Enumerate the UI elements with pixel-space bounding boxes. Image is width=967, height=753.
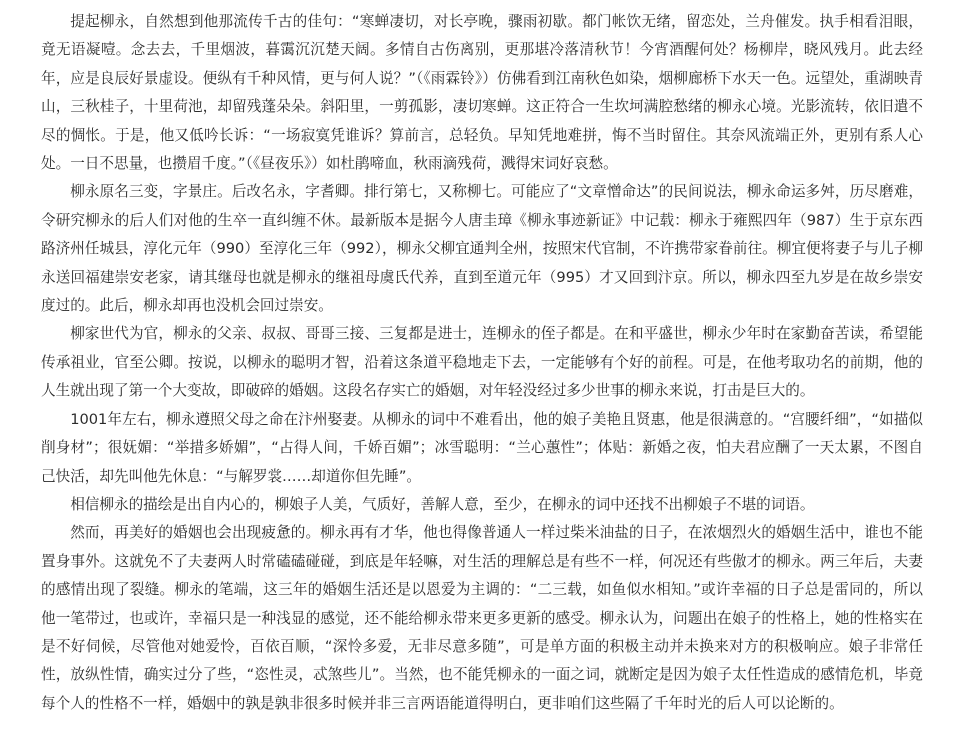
paragraph-family: 柳家世代为官，柳永的父亲、叔叔、哥哥三接、三复都是进士，连柳永的侄子都是。在和平盛世，柳永少年时在家勤奋苦读，希望能传承祖业，官至公卿。按说，以柳永的聪明才智，沿着这条道平稳地走下去，一定能够有个好的前程。可是，在他考取功名的前期，他的人生就出现了第一个大变故，即破碎的婚姻。这段名存实亡的婚姻，对年轻没经过多少世事的柳永来说，打击是巨大的。 xyxy=(41,325,923,400)
article-body xyxy=(41,8,923,718)
paragraph-intro-poems: 提起柳永，自然想到他那流传千古的佳句：“寒蝉凄切，对长亭晚，骤雨初歇。都门帐饮无绪，留恋处，兰舟催发。执手相看泪眼，竟无语凝噎。念去去，千里烟波，暮霭沉沉楚天阔。多情自古伤离别，更那堪冷落清秋节！今宵酒醒何处？杨柳岸，晓风残月。此去经年，应是良辰好景虚设。便纵有千种风情，更与何人说？”（《雨霖铃》）仿佛看到江南秋色如染，烟柳廊桥下水天一色。远望处，重湖映青山，三秋桂子，十里荷池，却留残蓬朵朵。斜阳里，一剪孤影，凄切寒蝉。这正符合一生坎坷满腔愁绪的柳永心境。光影流转，依旧遣不尽的惆怅。于是，他又低吟长诉：“一场寂寞凭谁诉？算前言，总轻负。早知凭地难拼，悔不当时留住。其奈风流端正外，更别有系人心处。一日不思量，也攒眉千度。”（《昼夜乐》）如杜鹃啼血，秋雨滴残荷，溅得宋词好哀愁。 xyxy=(41,13,923,173)
paragraph-biography: 柳永原名三变，字景庄。后改名永，字耆卿。排行第七，又称柳七。可能应了“文章憎命达”的民间说法，柳永命运多舛，历尽磨难，令研究柳永的后人们对他的生卒一直纠缠不休。最新版本是据今人唐圭璋《柳永事迹新证》中记载：柳永于雍熙四年（987）生于京东西路济州任城县，淳化元年（990）至淳化三年（992），柳永父柳宜通判全州，按照宋代官制，不许携带家眷前往。柳宜便将妻子与儿子柳永送回福建崇安老家，请其继母也就是柳永的继祖母虞氏代养，直到至道元年（995）才又回到汴京。所以，柳永四至九岁是在故乡崇安度过的。此后，柳永却再也没机会回过崇安。 xyxy=(41,183,923,315)
paragraph-wife-description: 相信柳永的描绘是出自内心的，柳娘子人美，气质好，善解人意，至少，在柳永的词中还找不出柳娘子不堪的词语。 xyxy=(70,495,815,513)
paragraph-marriage: 1001年左右，柳永遵照父母之命在汴州娶妻。从柳永的词中不难看出，他的娘子美艳且贤惠，他是很满意的。“宫腰纤细”，“如描似削身材”；很妩媚：“举措多娇媚”，“占得人间，千娇百媚”；冰雪聪明：“兰心蕙性”；体贴：新婚之夜，怕夫君应酬了一天太累，不图自己快活，却先叫他先休息：“与解罗裳……却道你但先睡”。 xyxy=(41,410,923,485)
paragraph-marriage-crisis: 然而，再美好的婚姻也会出现疲惫的。柳永再有才华，他也得像普通人一样过柴米油盐的日子，在浓烟烈火的婚姻生活中，谁也不能置身事外。这就免不了夫妻两人时常磕磕碰碰，到底是年轻嘛，对生活的理解总是有些不一样，何况还有些傲才的柳永。两三年后，夫妻的感情出现了裂缝。柳永的笔端，这三年的婚姻生活还是以恩爱为主调的：“二三载，如鱼似水相知。”或许幸福的日子总是雷同的，所以他一笔带过，也或许，幸福只是一种浅显的感觉，还不能给柳永带来更多更新的感受。柳永认为，问题出在娘子的性格上，她的性格实在是不好伺候，尽管他对她爱怜，百依百顺，“深怜多爱，无非尽意多随”，可是单方面的积极主动并未换来对方的积极响应。娘子非常任性，放纵性情，确实过分了些，“恣性灵，忒煞些儿”。当然，也不能凭柳永的一面之词，就断定是因为娘子太任性造成的感情危机，毕竟每个人的性格不一样，婚姻中的孰是孰非很多时候并非三言两语能道得明白，更非咱们这些隔了千年时光的后人可以论断的。 xyxy=(41,524,923,712)
